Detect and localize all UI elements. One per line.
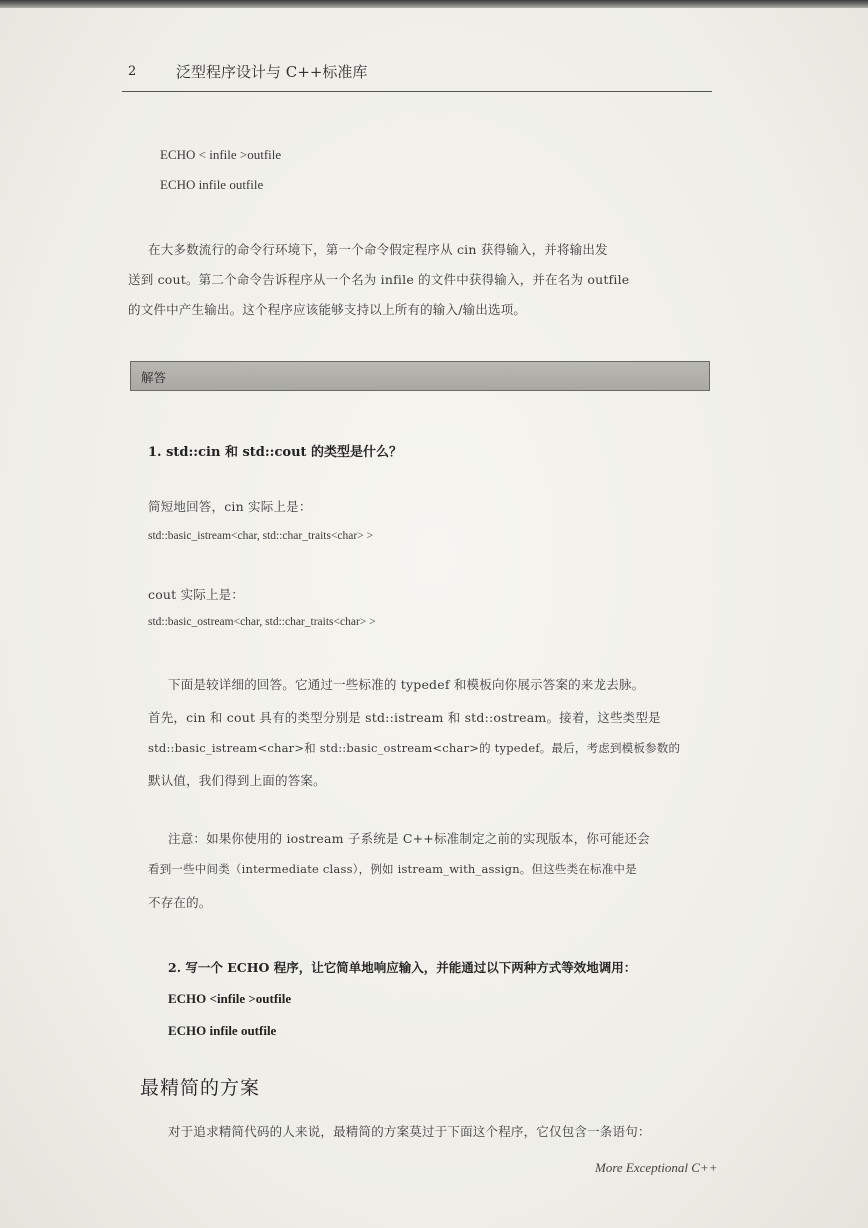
answer-section-bar [130, 361, 710, 391]
answer-label: 解答 [141, 370, 167, 385]
question-2: 2. 写一个 ECHO 程序，让它简单地响应输入，并能通过以下两种方式等效地调用： [168, 960, 637, 975]
footer-book-title: More Exceptional C++ [595, 1160, 718, 1175]
question-1: 1. std::cin 和 std::cout 的类型是什么？ [148, 445, 403, 460]
command-line-1: ECHO < infile >outfile [160, 147, 282, 162]
cout-type: std::basic_ostream<char, std::char_traits<char> > [148, 616, 376, 628]
detail-line-2: 首先，cin 和 cout 具有的类型分别是 std::istream 和 std::ostream。接着，这些类型是 [148, 710, 661, 725]
intro-line-1: 在大多数流行的命令行环境下，第一个命令假定程序从 cin 获得输入，并将输出发 [148, 242, 608, 257]
page-number: 2 [128, 64, 137, 79]
detail-line-4: 默认值，我们得到上面的答案。 [148, 773, 326, 788]
cin-type: std::basic_istream<char, std::char_traits<char> > [148, 530, 374, 542]
command-line-2: ECHO infile outfile [160, 177, 264, 192]
last-paragraph: 对于追求精简代码的人来说，最精简的方案莫过于下面这个程序，它仅包含一条语句： [168, 1124, 651, 1139]
note-line-2: 看到一些中间类（intermediate class），例如 istream_with_assign。但这些类在标准中是 [148, 862, 637, 876]
detail-line-3: std::basic_istream<char>和 std::basic_ostream<char>的 typedef。最后，考虑到模板参数的 [148, 741, 681, 755]
detail-line-1: 下面是较详细的回答。它通过一些标准的 typedef 和模板向你展示答案的来龙去脉。 [168, 677, 645, 692]
note-line-3: 不存在的。 [148, 895, 212, 910]
q2-command-1: ECHO <infile >outfile [168, 991, 292, 1006]
intro-line-2: 送到 cout。第二个命令告诉程序从一个名为 infile 的文件中获得输入，并在名为 outfile [128, 272, 630, 287]
short-answer-intro: 简短地回答，cin 实际上是： [148, 499, 312, 514]
book-page [0, 8, 868, 1228]
note-line-1: 注意：如果你使用的 iostream 子系统是 C++标准制定之前的实现版本，你可能还会 [168, 831, 650, 846]
section-title: 最精简的方案 [140, 1077, 261, 1099]
intro-line-3: 的文件中产生输出。这个程序应该能够支持以上所有的输入/输出选项。 [128, 302, 527, 317]
cout-intro: cout 实际上是： [148, 587, 245, 602]
header-rule [122, 91, 712, 92]
q2-command-2: ECHO infile outfile [168, 1023, 277, 1038]
running-title: 泛型程序设计与 C++标准库 [176, 63, 368, 81]
